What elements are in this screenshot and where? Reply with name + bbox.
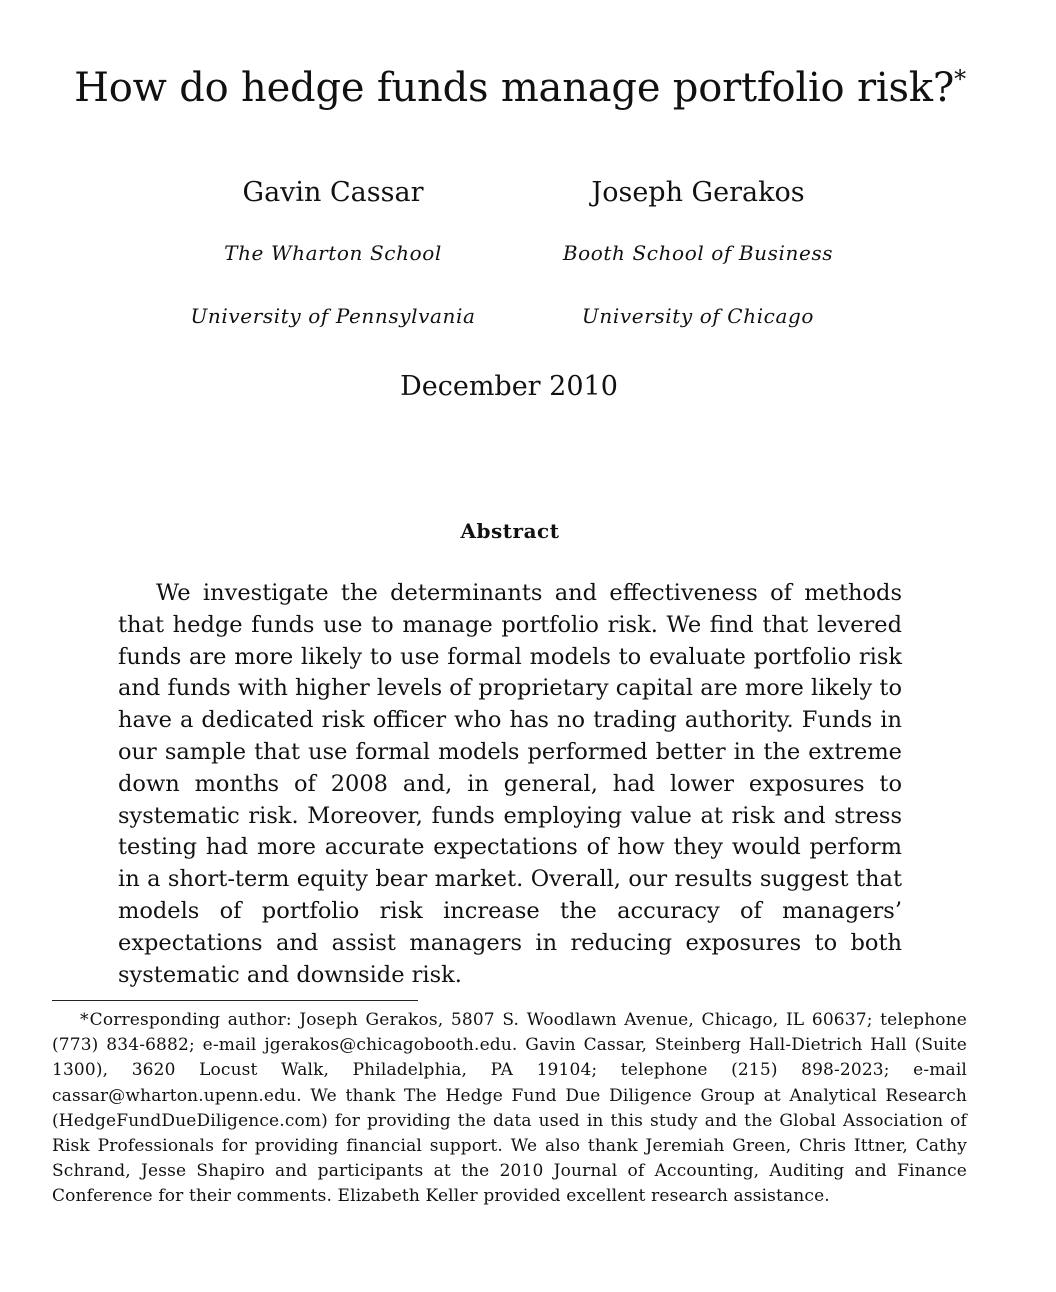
abstract-heading: Abstract [460, 519, 560, 543]
publication-date: December 2010 [400, 371, 618, 402]
footnote-mark: * [80, 1010, 89, 1030]
footnote-divider [52, 1000, 418, 1001]
author-affiliation-school: The Wharton School [224, 241, 442, 265]
author-affiliation-university: University of Chicago [581, 304, 815, 328]
author-affiliation-university: University of Pennsylvania [190, 304, 476, 328]
author-affiliation-school: Booth School of Business [562, 241, 834, 265]
author-name: Gavin Cassar [242, 177, 424, 208]
footnote [52, 1008, 967, 1210]
author-block-cassar [153, 175, 513, 330]
paper-title [0, 62, 1040, 114]
author-block-gerakos [518, 175, 878, 330]
footnote-text: Corresponding author: Joseph Gerakos, 5807 S. Woodlawn Avenue, Chicago, IL 60637; telephone (773) 834-6882; e-mail jgerakos@chicagobooth.edu. Gavin Cassar, Steinberg Hall-Dietrich Hall (Suite 1300), 3620 Locust Walk, Philadelphia, PA 19104; telephone (215) 898-2023; e-mail cassar@wharton.upenn.edu. We thank The Hedge Fund Due Diligence Group at Analytical Research (HedgeFundDueDiligence.com) for providing the data used in this study and the Global Association of Risk Professionals for providing financial support. We also thank Jeremiah Green, Chris Ittner, Cathy Schrand, Jesse Shapiro and participants at the 2010 Journal of Accounting, Auditing and Finance Conference for their comments. Elizabeth Keller provided excellent research assistance. [52, 1010, 967, 1207]
abstract-body: We investigate the determinants and effectiveness of methods that hedge funds use to manage portfolio risk. We find that levered funds are more likely to use formal models to evaluate portfolio risk and funds with higher levels of proprietary capital are more likely to have a dedicated risk officer who has no trading authority. Funds in our sample that use formal models performed better in the extreme down months of 2008 and, in general, had lower exposures to systematic risk. Moreover, funds employing value at risk and stress testing had more accurate expectations of how they would perform in a short-term equity bear market. Overall, our results suggest that models of portfolio risk increase the accuracy of managers’ expectations and assist managers in reducing exposures to both systematic and downside risk. [118, 580, 902, 988]
title-footnote-mark: * [954, 65, 966, 93]
author-name: Joseph Gerakos [591, 177, 805, 208]
paper-title-text: How do hedge funds manage portfolio risk? [74, 65, 955, 111]
